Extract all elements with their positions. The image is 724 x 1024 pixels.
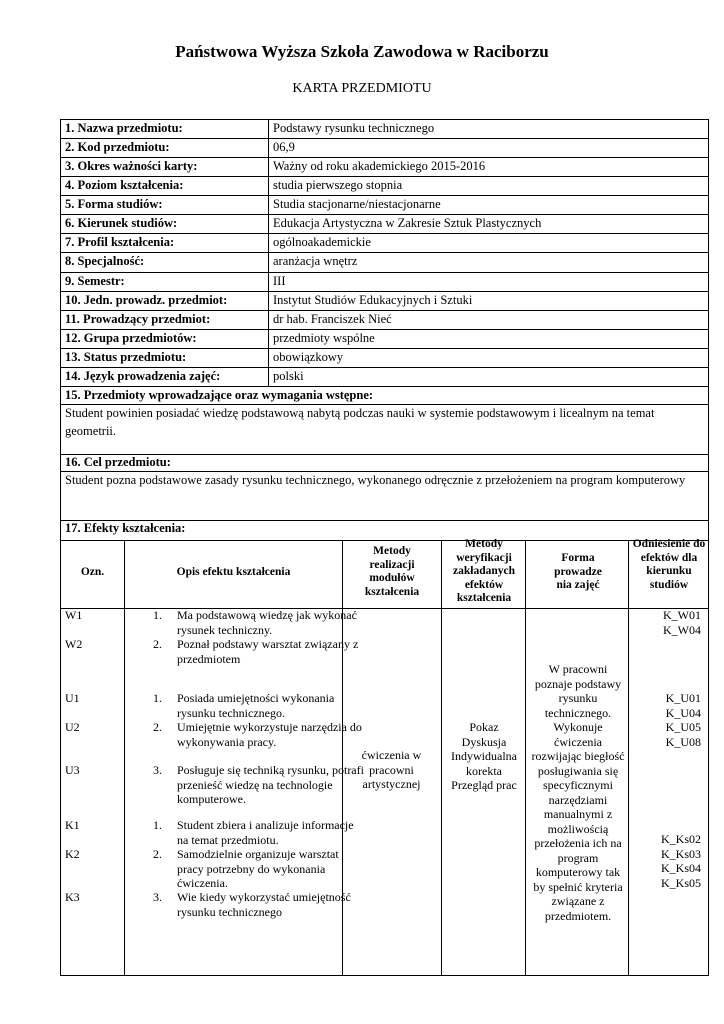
metody-weryfikacji-list	[443, 720, 525, 793]
field-row	[61, 292, 708, 311]
program-ref: K_U04	[665, 705, 701, 720]
field-value: ogólnoakademickie	[273, 235, 371, 250]
item-text: Posługuje się techniką rysunku, potrafi przenieść wiedzę na technologie komputerowe.	[177, 763, 364, 806]
field-label: 4. Poziom kształcenia:	[65, 178, 184, 193]
item-text: Posiada umiejętności wykonania rysunku technicznego.	[177, 691, 335, 720]
header-ozn: Ozn.	[80, 566, 105, 578]
field-row	[61, 330, 708, 349]
field-value: Podstawy rysunku technicznego	[273, 121, 435, 135]
verification-method: Indywidualna	[451, 749, 517, 763]
field-value: dr hab. Franciszek Nieć	[273, 311, 392, 326]
field-row	[61, 139, 708, 158]
field-row	[61, 349, 708, 368]
goal-heading: 16. Cel przedmiotu:	[65, 455, 171, 469]
field-row	[61, 368, 708, 387]
item-number: 2.	[153, 637, 162, 651]
item-text: Poznał podstawy warsztat związany z przedmiotem	[177, 637, 359, 666]
field-value: Edukacja Artystyczna w Zakresie Sztuk Plastycznych	[273, 216, 542, 231]
field-value: studia pierwszego stopnia	[273, 178, 403, 193]
field-row	[61, 273, 708, 292]
verification-method: Dyskusja	[461, 734, 507, 749]
prerequisites-text: Student powinien posiadać wiedzę podstawową nabytą podczas nauki w systemie podstawowym i licealnym na temat geometrii.	[65, 406, 655, 438]
field-row	[61, 177, 708, 196]
goal-text: Student pozna podstawowe zasady rysunku technicznego, wykonanego odręcznie z przełożeniem na program komputerowy	[65, 473, 686, 487]
field-value: III	[273, 273, 286, 288]
item-number: 1.	[153, 608, 162, 622]
field-label: 2. Kod przedmiotu:	[65, 140, 170, 155]
field-label: 1. Nazwa przedmiotu:	[65, 121, 183, 135]
program-ref: K_U08	[665, 734, 701, 749]
outcome-code: U2	[65, 720, 80, 734]
item-text: Samodzielnie organizuje warsztat pracy potrzebny do wykonania ćwiczenia.	[177, 847, 339, 890]
outcome-code: W1	[65, 608, 83, 622]
field-label: 6. Kierunek studiów:	[65, 216, 178, 231]
item-text: Ma podstawową wiedzę jak wykonać rysunek techniczny.	[177, 608, 357, 637]
outcome-code: K2	[65, 847, 80, 861]
document-title: KARTA PRZEDMIOTU	[292, 81, 432, 96]
verification-method: Przegląd prac	[451, 778, 517, 792]
field-value: Instytut Studiów Edukacyjnych i Sztuki	[273, 292, 473, 307]
field-label: 9. Semestr:	[65, 273, 125, 288]
institution-title: Państwowa Wyższa Szkoła Zawodowa w Raciborzu	[175, 42, 549, 61]
item-number: 1.	[153, 818, 162, 832]
program-ref: K_W01	[663, 608, 701, 622]
program-ref: K_Ks04	[660, 861, 701, 875]
program-ref: K_Ks02	[660, 832, 701, 846]
header-forma: Forma prowadze nia zajęć	[554, 552, 602, 591]
program-ref: K_U05	[665, 720, 701, 734]
outcome-code: U1	[65, 691, 80, 705]
outcome-code: K3	[65, 890, 80, 904]
verification-method: Pokaz	[469, 720, 499, 734]
header-metody-realizacji: Metody realizacji modułów kształcenia	[364, 545, 420, 598]
program-ref: K_U01	[665, 691, 701, 705]
field-value: polski	[273, 368, 304, 383]
refs-w	[631, 608, 701, 637]
item-number: 2.	[153, 847, 162, 861]
header-opis: Opis efektu kształcenia	[176, 566, 291, 578]
item-text: Umiejętnie wykorzystuje narzędzia do wykonywania pracy.	[177, 720, 362, 749]
field-row	[61, 311, 708, 330]
field-value: aranżacja wnętrz	[273, 254, 358, 269]
field-row	[61, 234, 708, 253]
field-label: 10. Jedn. prowadz. przedmiot:	[65, 292, 228, 307]
item-number: 2.	[153, 720, 162, 734]
field-row	[61, 120, 708, 139]
outcome-code: W2	[65, 637, 83, 651]
field-label: 5. Forma studiów:	[65, 197, 163, 212]
field-value: Studia stacjonarne/niestacjonarne	[273, 197, 441, 212]
column-divider	[124, 541, 125, 975]
outcomes-heading: 17. Efekty kształcenia:	[65, 521, 186, 535]
forma-text: W pracowni poznaje podstawy rysunku technicznego. Wykonuje ćwiczenia rozwijając biegłość posługiwania się specyficznymi narzędziami manualnymi z możliwością przełożenia ich na program komputerowy tak by spełnić kryteria związane z przedmiotem.	[531, 662, 625, 923]
field-row	[61, 253, 708, 272]
refs-u	[631, 691, 701, 749]
divider	[61, 540, 708, 541]
field-row	[61, 215, 708, 234]
header-odniesienie: Odniesienie do efektów dla kierunku studiów	[632, 538, 706, 591]
field-value: 06,9	[273, 140, 295, 155]
field-label: 14. Język prowadzenia zajęć:	[65, 368, 221, 383]
column-divider	[628, 541, 629, 975]
field-label: 8. Specjalność:	[65, 254, 145, 269]
field-label: 13. Status przedmiotu:	[65, 349, 187, 364]
field-label: 3. Okres ważności karty:	[65, 159, 198, 174]
item-text: Student zbiera i analizuje informacje na temat przedmiotu.	[177, 818, 354, 847]
outcome-code: U3	[65, 763, 80, 777]
program-ref: K_Ks03	[660, 846, 701, 861]
item-number: 3.	[153, 890, 162, 904]
course-card-table	[60, 119, 709, 976]
field-label: 7. Profil kształcenia:	[65, 235, 175, 250]
header-metody-weryfikacji: Metody weryfikacji zakładanych efektów kształcenia	[453, 538, 515, 604]
prerequisites-heading: 15. Przedmioty wprowadzające oraz wymagania wstępne:	[65, 388, 374, 402]
item-number: 1.	[153, 691, 162, 705]
column-divider	[441, 541, 442, 975]
item-number: 3.	[153, 763, 162, 777]
field-row	[61, 158, 708, 177]
field-value: Ważny od roku akademickiego 2015-2016	[273, 159, 486, 174]
field-value: przedmioty wspólne	[273, 330, 375, 345]
column-divider	[525, 541, 526, 975]
field-value: obowiązkowy	[273, 349, 344, 364]
refs-k	[631, 832, 701, 890]
field-row	[61, 196, 708, 215]
metody-realizacji-text: ćwiczenia w pracowni artystycznej	[361, 748, 422, 791]
verification-method: korekta	[466, 763, 502, 778]
field-label: 11. Prowadzący przedmiot:	[65, 311, 211, 326]
item-text: Wie kiedy wykorzystać umiejętność rysunku technicznego	[177, 890, 351, 919]
program-ref: K_Ks05	[660, 875, 701, 890]
outcome-code: K1	[65, 818, 80, 832]
program-ref: K_W04	[663, 622, 701, 637]
field-label: 12. Grupa przedmiotów:	[65, 330, 197, 345]
